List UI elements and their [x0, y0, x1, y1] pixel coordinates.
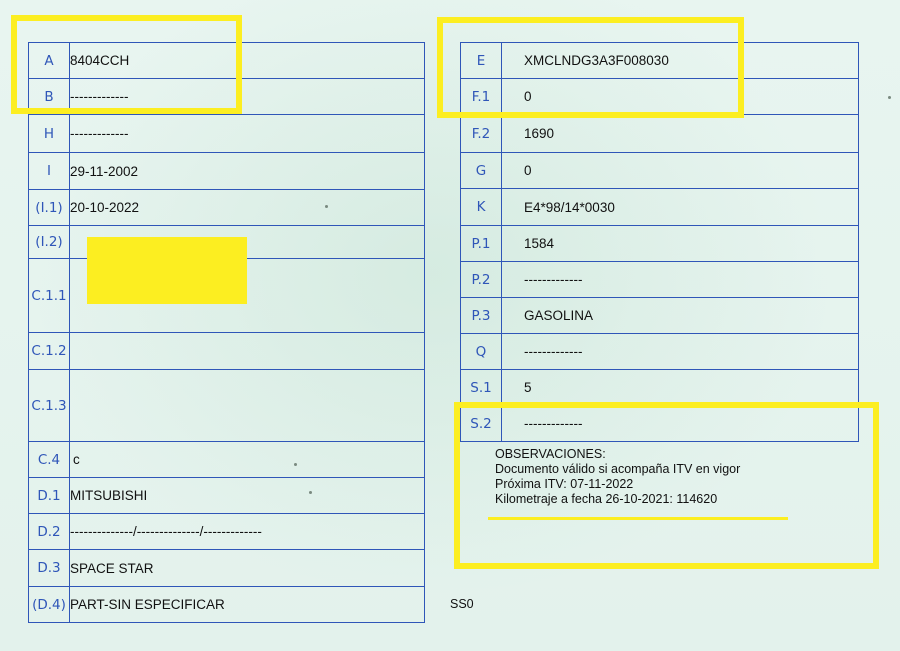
footer-code: SS0	[450, 597, 474, 611]
row-D4	[29, 587, 425, 623]
redaction-block	[87, 237, 247, 304]
field-code: (I.2)	[29, 226, 70, 259]
field-value: GASOLINA	[502, 298, 859, 334]
row-D1	[29, 478, 425, 514]
field-code: C.1.1	[29, 259, 70, 333]
field-code: (D.4)	[29, 587, 70, 623]
field-value: MITSUBISHI	[70, 478, 425, 514]
field-code: I	[29, 153, 70, 190]
highlight-underline	[488, 517, 788, 520]
row-P3	[461, 298, 859, 334]
field-code: F.2	[461, 115, 502, 153]
field-code: K	[461, 189, 502, 226]
field-code: P.2	[461, 262, 502, 298]
observations-heading: OBSERVACIONES:	[495, 447, 606, 461]
field-value: 0	[502, 153, 859, 189]
row-K	[461, 189, 859, 226]
field-value: 29-11-2002	[70, 153, 425, 190]
field-value: 0	[502, 79, 859, 115]
row-F2	[461, 115, 859, 153]
field-value: -------------	[502, 334, 859, 370]
speck	[309, 491, 312, 494]
speck	[294, 463, 297, 466]
field-value: -------------	[502, 406, 859, 442]
field-code: C.4	[29, 442, 70, 478]
row-C12	[29, 333, 425, 370]
field-value: 5	[502, 370, 859, 406]
field-code: F.1	[461, 79, 502, 115]
field-code: C.1.3	[29, 370, 70, 442]
observations-line: Documento válido si acompaña ITV en vigor	[495, 462, 741, 476]
field-code: P.3	[461, 298, 502, 334]
field-value: XMCLNDG3A3F008030	[502, 43, 859, 79]
field-value: -------------	[502, 262, 859, 298]
field-value: -------------	[70, 115, 425, 153]
row-S1	[461, 370, 859, 406]
field-code: D.2	[29, 514, 70, 550]
row-G	[461, 153, 859, 189]
speck	[888, 96, 891, 99]
field-code: E	[461, 43, 502, 79]
observations-line: Próxima ITV: 07-11-2022	[495, 477, 634, 491]
field-value: -------------	[70, 79, 425, 115]
field-code: H	[29, 115, 70, 153]
field-value: PART-SIN ESPECIFICAR	[70, 587, 425, 623]
highlight-box-observations	[454, 402, 879, 569]
field-code: (I.1)	[29, 190, 70, 226]
field-code: C.1.2	[29, 333, 70, 370]
field-value: SPACE STAR	[70, 550, 425, 587]
field-code: Q	[461, 334, 502, 370]
field-value: E4*98/14*0030	[502, 189, 859, 226]
field-code: G	[461, 153, 502, 189]
speck	[325, 205, 328, 208]
field-value	[70, 370, 425, 442]
field-code: D.3	[29, 550, 70, 587]
highlight-box-plate	[11, 15, 242, 114]
row-C4	[29, 442, 425, 478]
row-I	[29, 153, 425, 190]
field-code: S.2	[461, 406, 502, 442]
field-code: S.1	[461, 370, 502, 406]
field-value: 1690	[502, 115, 859, 153]
field-value: c	[70, 442, 425, 478]
row-I1	[29, 190, 425, 226]
field-code: B	[29, 79, 70, 115]
field-code: A	[29, 43, 70, 79]
row-H	[29, 115, 425, 153]
row-D2	[29, 514, 425, 550]
row-P2	[461, 262, 859, 298]
row-Q	[461, 334, 859, 370]
field-value	[70, 333, 425, 370]
field-code: P.1	[461, 226, 502, 262]
field-value: 20-10-2022	[70, 190, 425, 226]
left-data-table	[28, 42, 425, 623]
row-C13	[29, 370, 425, 442]
highlight-box-vin	[437, 17, 744, 118]
field-value: 1584	[502, 226, 859, 262]
observations-line: Kilometraje a fecha 26-10-2021: 114620	[495, 492, 718, 506]
field-value: 8404CCH	[70, 43, 425, 79]
field-code: D.1	[29, 478, 70, 514]
field-value: --------------/--------------/-------------	[70, 514, 425, 550]
row-P1	[461, 226, 859, 262]
row-D3	[29, 550, 425, 587]
